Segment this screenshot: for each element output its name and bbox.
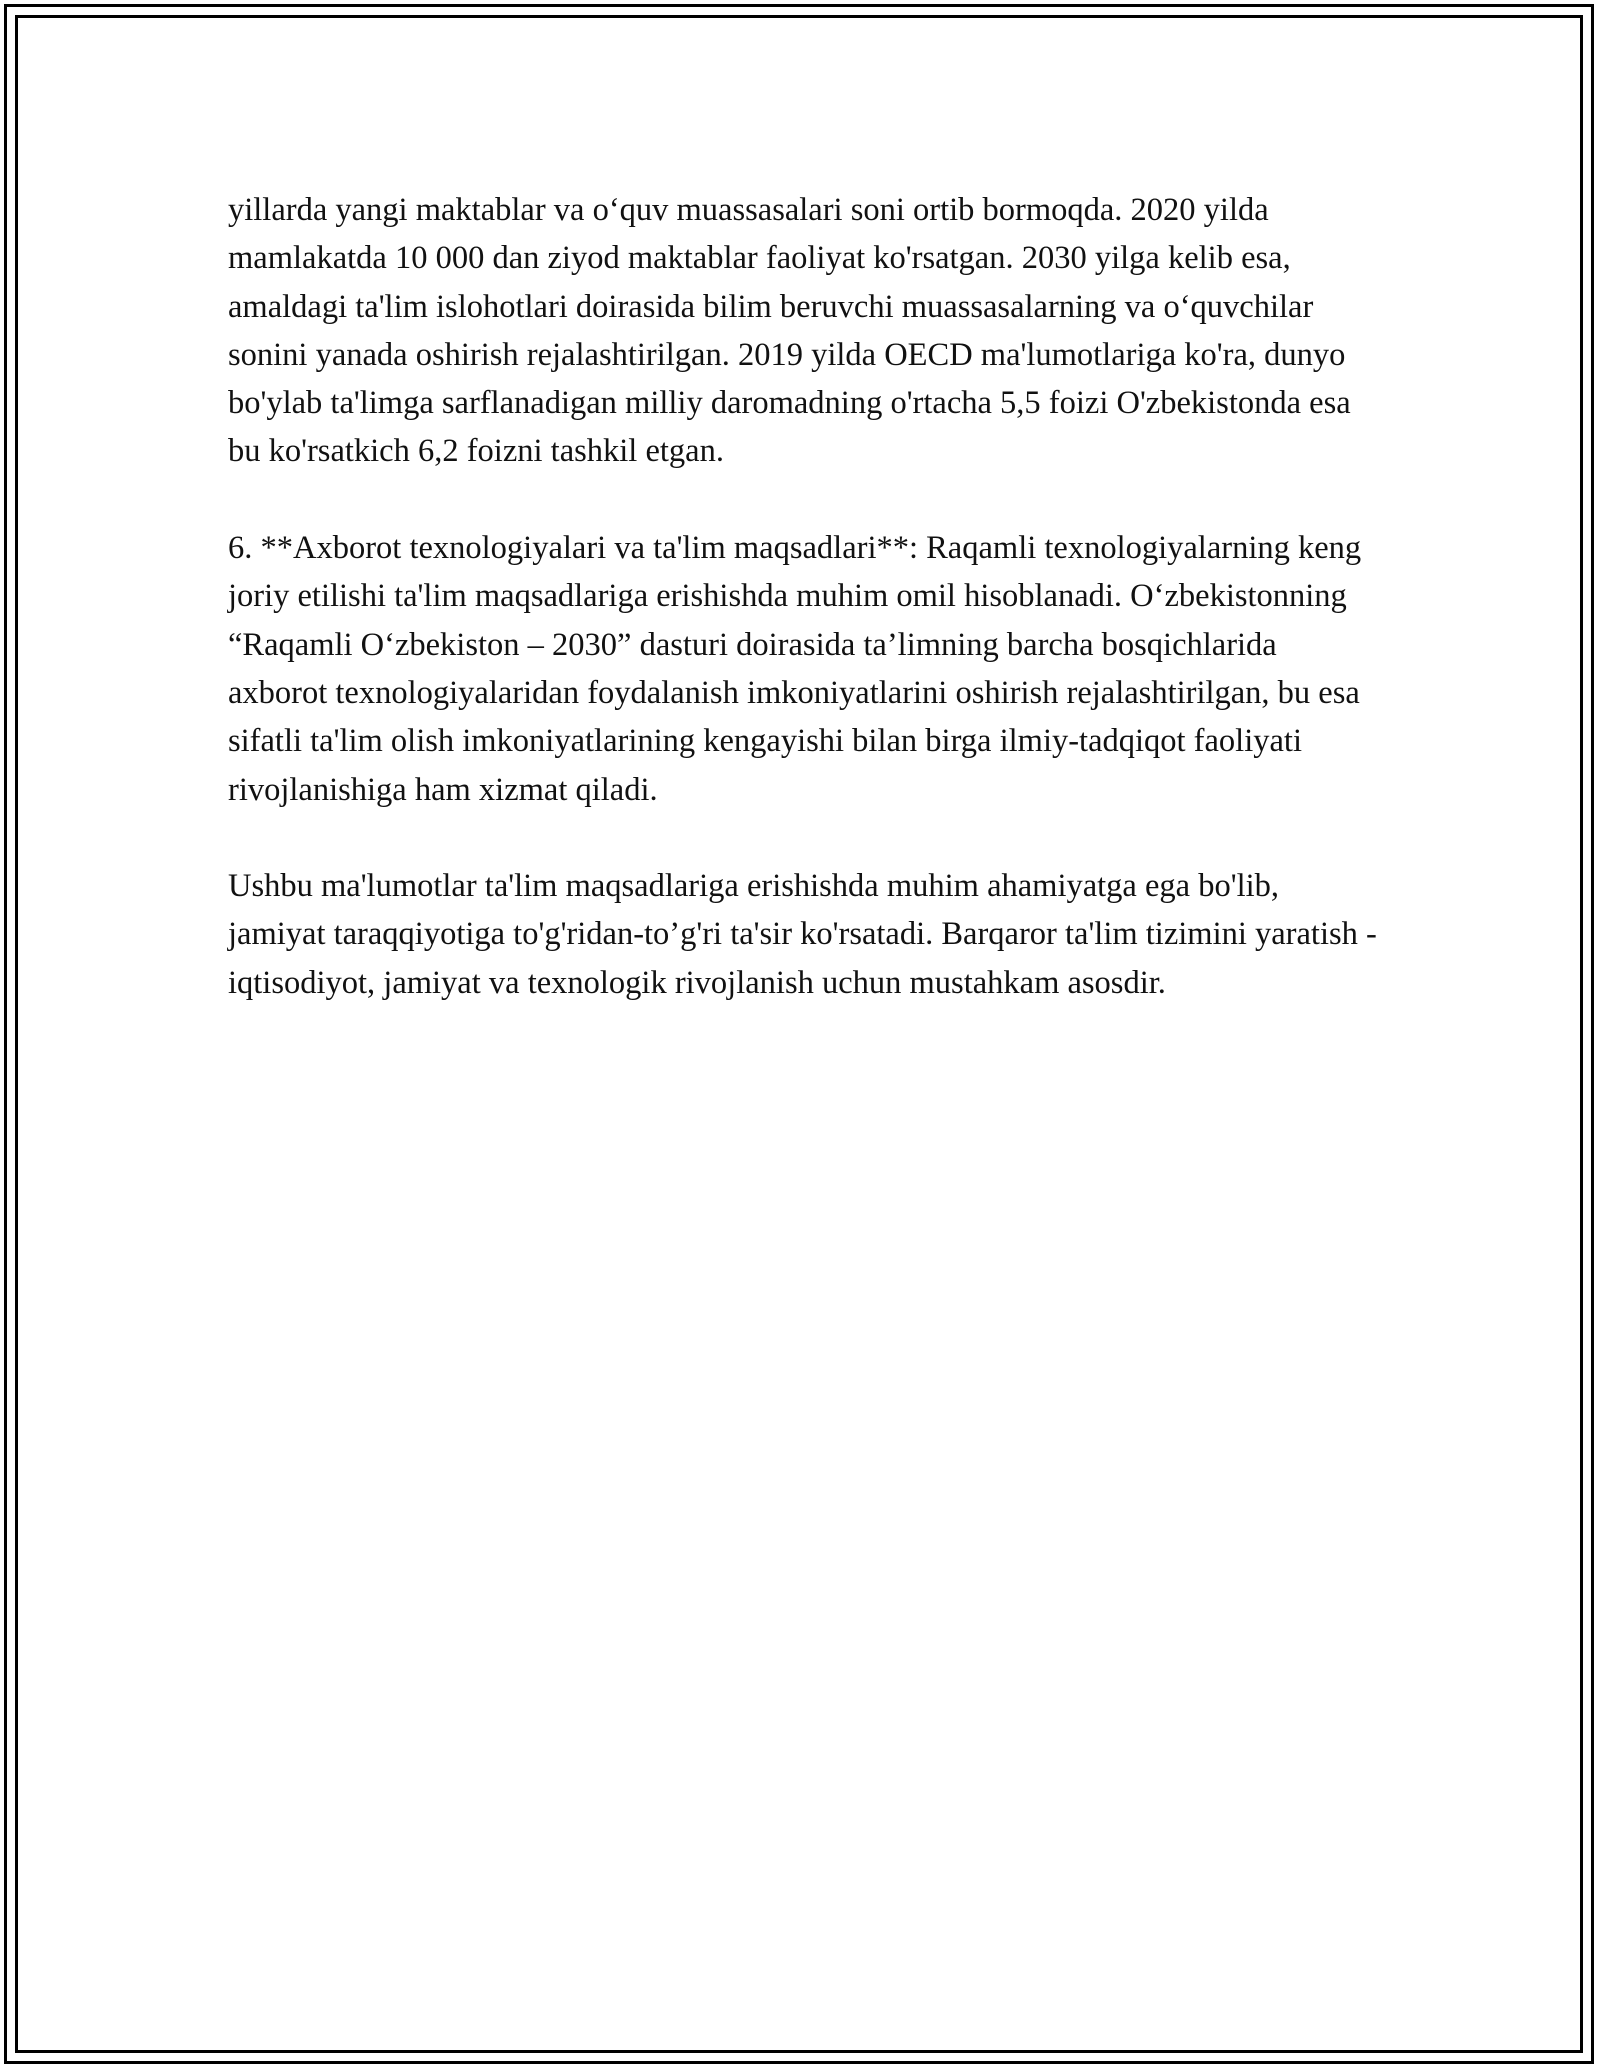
paragraph-school-statistics: yillarda yangi maktablar va o‘quv muassasalari soni ortib bormoqda. 2020 yilda mamlakatda 10 000 dan ziyod maktablar faoliyat ko'rsatgan. 2030 yilga kelib esa, amaldagi ta'lim islohotlari doirasida bilim beruvchi muassasalarning va o‘quvchilar sonini yanada oshirish rejalashtirilgan. 2019 yilda OECD ma'lumotlariga ko'ra, dunyo bo'ylab ta'limga sarflanadigan milliy daromadning o'rtacha 5,5 foizi O'zbekistonda esa bu ko'rsatkich 6,2 foizni tashkil etgan. — [228, 192, 1351, 470]
document-body — [228, 186, 1378, 1007]
paragraph-it-and-education-goals: 6. **Axborot texnologiyalari va ta'lim maqsadlari**: Raqamli texnologiyalarning keng joriy etilishi ta'lim maqsadlariga erishishda muhim omil hisoblanadi. O‘zbekistonning “Raqamli O‘zbekiston – 2030” dasturi doirasida ta’limning barcha bosqichlarida axborot texnologiyalaridan foydalanish imkoniyatlarini oshirish rejalashtirilgan, bu esa sifatli ta'lim olish imkoniyatlarining kengayishi bilan birga ilmiy-tadqiqot faoliyati rivojlanishiga ham xizmat qiladi. — [228, 530, 1362, 808]
paragraph-conclusion: Ushbu ma'lumotlar ta'lim maqsadlariga erishishda muhim ahamiyatga ega bo'lib, jamiyat taraqqiyotiga to'g'ridan-to’g'ri ta'sir ko'rsatadi. Barqaror ta'lim tizimini yaratish - iqtisodiyot, jamiyat va texnologik rivojlanish uchun mustahkam asosdir. — [228, 868, 1377, 1001]
